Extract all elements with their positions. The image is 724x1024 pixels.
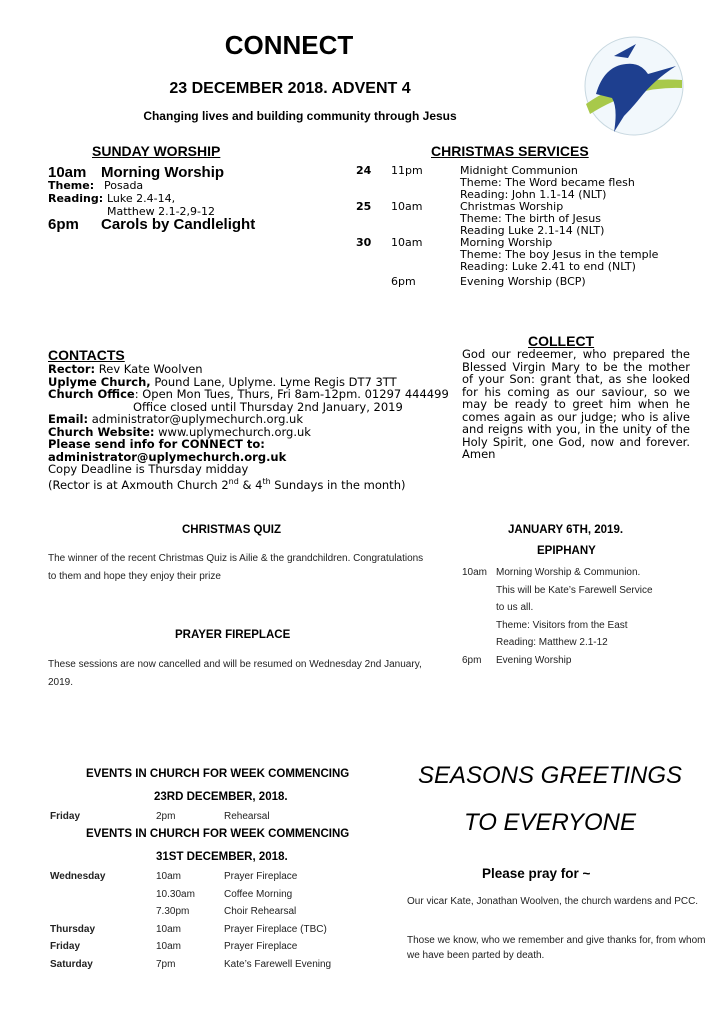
event-time: 7pm	[156, 959, 176, 970]
event-day: Wednesday	[50, 871, 106, 882]
service-name: Morning Worship	[460, 236, 553, 249]
event-time: 10am	[156, 871, 182, 882]
epiphany-line-3: to us all.	[496, 602, 534, 613]
event-name: Prayer Fireplace	[224, 941, 298, 953]
website-link[interactable]: www.uplymechurch.org.uk	[158, 424, 311, 439]
events-date-week-2: 31ST DECEMBER, 2018.	[156, 851, 288, 863]
email-label: Email:	[48, 412, 89, 426]
event-name: Choir Rehearsal	[224, 906, 297, 918]
send-info-email[interactable]: administrator@uplymechurch.org.uk	[48, 449, 287, 464]
epiphany-time-2: 6pm	[462, 654, 482, 666]
rector-label: Rector:	[48, 362, 96, 376]
service-day: 24	[356, 164, 372, 177]
service-name: Midnight Communion	[460, 164, 578, 177]
reading-value-1: Luke 2.4-14,	[107, 192, 176, 205]
pray-for-text-1: Our vicar Kate, Jonathan Woolven, the church wardens and PCC.	[407, 896, 699, 907]
church-address: Pound Lane, Uplyme. Lyme Regis DT7 3TT	[154, 374, 397, 389]
send-info-line: Please send info for CONNECT to:	[48, 437, 265, 451]
service-time: 10am	[391, 200, 423, 213]
service-name: Christmas Worship	[460, 200, 564, 213]
epiphany-line-2: This will be Kate’s Farewell Service	[496, 584, 653, 596]
event-time: 7.30pm	[156, 906, 190, 918]
epiphany-date-heading: JANUARY 6TH, 2019.	[508, 524, 624, 536]
quiz-text: The winner of the recent Christmas Quiz is Ailie & the grandchildren. Congratulations to them and hope they enjoy their prize	[48, 553, 424, 582]
service-detail: Theme: The birth of Jesus	[460, 212, 601, 225]
event-day: Friday	[50, 811, 81, 822]
theme-value: Posada	[104, 179, 144, 192]
service-2-time: 6pm	[48, 216, 79, 233]
sunday-worship-heading: SUNDAY WORSHIP	[92, 143, 221, 159]
date-line: 23 DECEMBER 2018. ADVENT 4	[169, 80, 411, 97]
event-time: 10am	[156, 941, 182, 953]
service-detail: Theme: The Word became flesh	[460, 176, 635, 189]
tagline: Changing lives and building community through Jesus	[143, 109, 457, 123]
event-day: Friday	[50, 941, 81, 953]
copy-deadline: Copy Deadline is Thursday midday	[48, 462, 249, 476]
service-detail: Reading: Luke 2.41 to end (NLT)	[460, 260, 636, 273]
service-detail: Reading: John 1.1-14 (NLT)	[460, 188, 607, 201]
reading-label: Reading:	[48, 192, 104, 205]
service-detail: Theme: The boy Jesus in the temple	[460, 248, 659, 261]
event-name: Prayer Fireplace	[224, 871, 298, 882]
office-label: Church Office	[48, 387, 135, 401]
service-2-name: Carols by Candlelight	[101, 216, 256, 233]
event-name: Prayer Fireplace (TBC)	[224, 923, 327, 935]
epiphany-line-4: Theme: Visitors from the East	[496, 619, 628, 631]
email-link[interactable]: administrator@uplymechurch.org.uk	[91, 412, 304, 426]
epiphany-line-5: Reading: Matthew 2.1-12	[496, 637, 608, 648]
epiphany-time-1: 10am	[462, 567, 488, 578]
epiphany-line-6: Evening Worship	[496, 654, 572, 666]
service-day: 30	[356, 236, 372, 249]
event-name: Kate’s Farewell Evening	[224, 959, 332, 970]
collect-prayer: God our redeemer, who prepared the Blessed Virgin Mary to be the mother of your Son: grant that, as she looked for his coming as our saviour, so we may be ready to greet him when he comes again as our judge; who is alive and reigns with you, in the unity of the Holy Spirit, one God, now and forever. Amen	[462, 347, 690, 461]
event-name: Coffee Morning	[224, 888, 293, 900]
event-day: Saturday	[50, 959, 93, 970]
epiphany-line-1: Morning Worship & Communion.	[496, 567, 641, 578]
events-date-week-1: 23RD DECEMBER, 2018.	[154, 791, 288, 803]
rector-axmouth-note: (Rector is at Axmouth Church 2nd & 4th Sundays in the month)	[48, 476, 406, 492]
event-time: 10.30am	[156, 888, 195, 900]
event-name: Rehearsal	[224, 811, 270, 822]
prayer-fireplace-text: These sessions are now cancelled and will be resumed on Wednesday 2nd January, 2019.	[48, 659, 422, 688]
service-time: 10am	[391, 236, 423, 249]
epiphany-heading: EPIPHANY	[537, 545, 596, 557]
contacts-block	[48, 363, 458, 491]
epiphany-services	[462, 564, 712, 669]
office-hours: : Open Mon Tues, Thurs, Fri 8am-12pm. 01297 444499	[134, 387, 449, 401]
pray-for-heading: Please pray for ~	[482, 866, 591, 881]
contacts-heading: CONTACTS	[48, 347, 125, 363]
reading-value-2: Matthew 2.1-2,9-12	[107, 205, 216, 218]
prayer-fireplace-heading: PRAYER FIREPLACE	[175, 629, 291, 641]
pray-for-text-2: Those we know, who we remember and give thanks for, from whom we have been parted by death.	[407, 935, 706, 961]
seasons-greetings-line-1: SEASONS GREETINGS	[417, 762, 683, 789]
theme-label: Theme:	[48, 179, 95, 192]
office-closed-note: Office closed until Thursday 2nd January, 2019	[133, 399, 403, 414]
service-time: 11pm	[391, 164, 423, 177]
service-detail: Reading Luke 2.1-14 (NLT)	[460, 224, 605, 237]
event-time: 10am	[156, 923, 182, 935]
service-name: Evening Worship (BCP)	[460, 275, 586, 288]
events-heading-week-1: EVENTS IN CHURCH FOR WEEK COMMENCING	[86, 768, 350, 780]
collect-heading: COLLECT	[528, 333, 595, 349]
rector-value: Rev Kate Woolven	[98, 362, 203, 376]
service-day: 25	[356, 200, 372, 213]
event-day: Thursday	[50, 923, 96, 935]
event-time: 2pm	[156, 811, 176, 822]
seasons-greetings-line-2: TO EVERYONE	[463, 809, 637, 836]
service-time: 6pm	[391, 275, 416, 288]
service-1-time: 10am	[48, 164, 87, 181]
church-label: Uplyme Church,	[48, 374, 151, 389]
swallow-logo-icon	[584, 36, 684, 136]
newsletter-title: CONNECT	[224, 30, 354, 60]
service-1-name: Morning Worship	[101, 164, 225, 181]
website-label: Church Website:	[48, 424, 155, 439]
events-heading-week-2: EVENTS IN CHURCH FOR WEEK COMMENCING	[86, 828, 350, 840]
christmas-services-heading: CHRISTMAS SERVICES	[431, 143, 589, 159]
quiz-heading: CHRISTMAS QUIZ	[182, 524, 282, 536]
